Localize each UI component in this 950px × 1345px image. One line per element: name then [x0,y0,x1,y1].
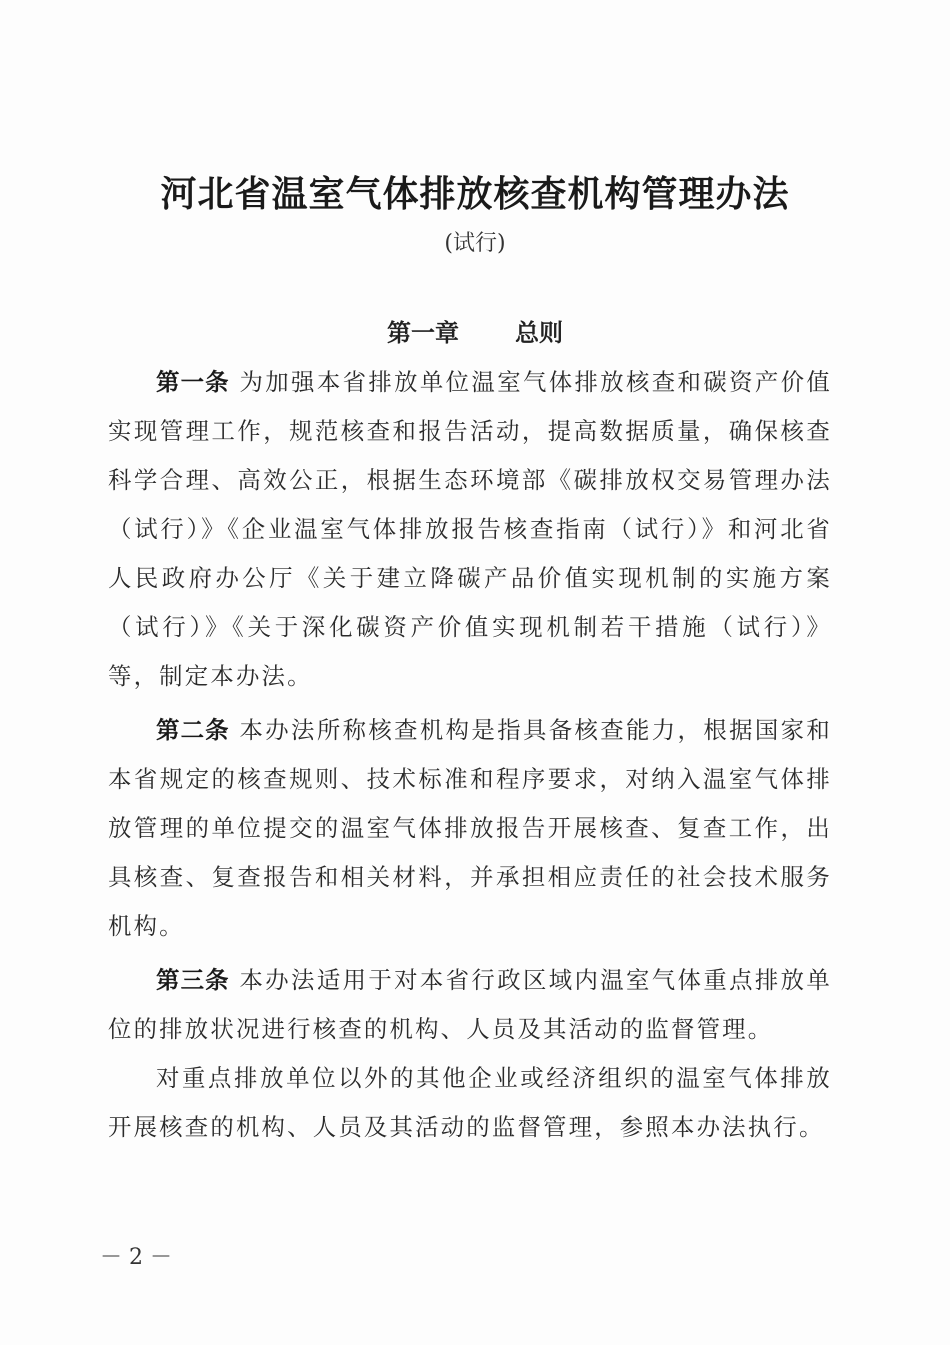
document-body [108,358,832,1152]
article-text: 为加强本省排放单位温室气体排放核查和碳资产价值实现管理工作，规范核查和报告活动，提高数据质量，确保核查科学合理、高效公正，根据生态环境部《碳排放权交易管理办法（试行）》《企业温室气体排放报告核查指南（试行）》和河北省人民政府办公厅《关于建立降碳产品价值实现机制的实施方案（试行）》《关于深化碳资产价值实现机制若干措施（试行）》等，制定本办法。 [108,368,832,690]
article-1 [108,358,832,701]
article-label: 第二条 [156,716,230,744]
document-title: 河北省温室气体排放核查机构管理办法 [160,173,790,215]
article-label: 第一条 [156,368,230,396]
article-3-paragraph-2: 对重点排放单位以外的其他企业或经济组织的温室气体排放开展核查的机构、人员及其活动的监督管理，参照本办法执行。 [108,1064,832,1141]
article-2 [108,706,832,951]
document-subtitle: (试行) [444,231,506,256]
chapter-name: 总则 [515,319,563,347]
page-number: － 2 － [100,1245,172,1270]
article-text: 本办法适用于对本省行政区域内温室气体重点排放单位的排放状况进行核查的机构、人员及其活动的监督管理。 [108,966,832,1043]
chapter-number: 第一章 [387,319,459,347]
article-label: 第三条 [156,966,230,994]
chapter-heading [0,313,950,348]
article-3 [108,956,832,1054]
article-text: 本办法所称核查机构是指具备核查能力，根据国家和本省规定的核查规则、技术标准和程序要求，对纳入温室气体排放管理的单位提交的温室气体排放报告开展核查、复查工作，出具核查、复查报告和相关材料，并承担相应责任的社会技术服务机构。 [108,716,832,940]
